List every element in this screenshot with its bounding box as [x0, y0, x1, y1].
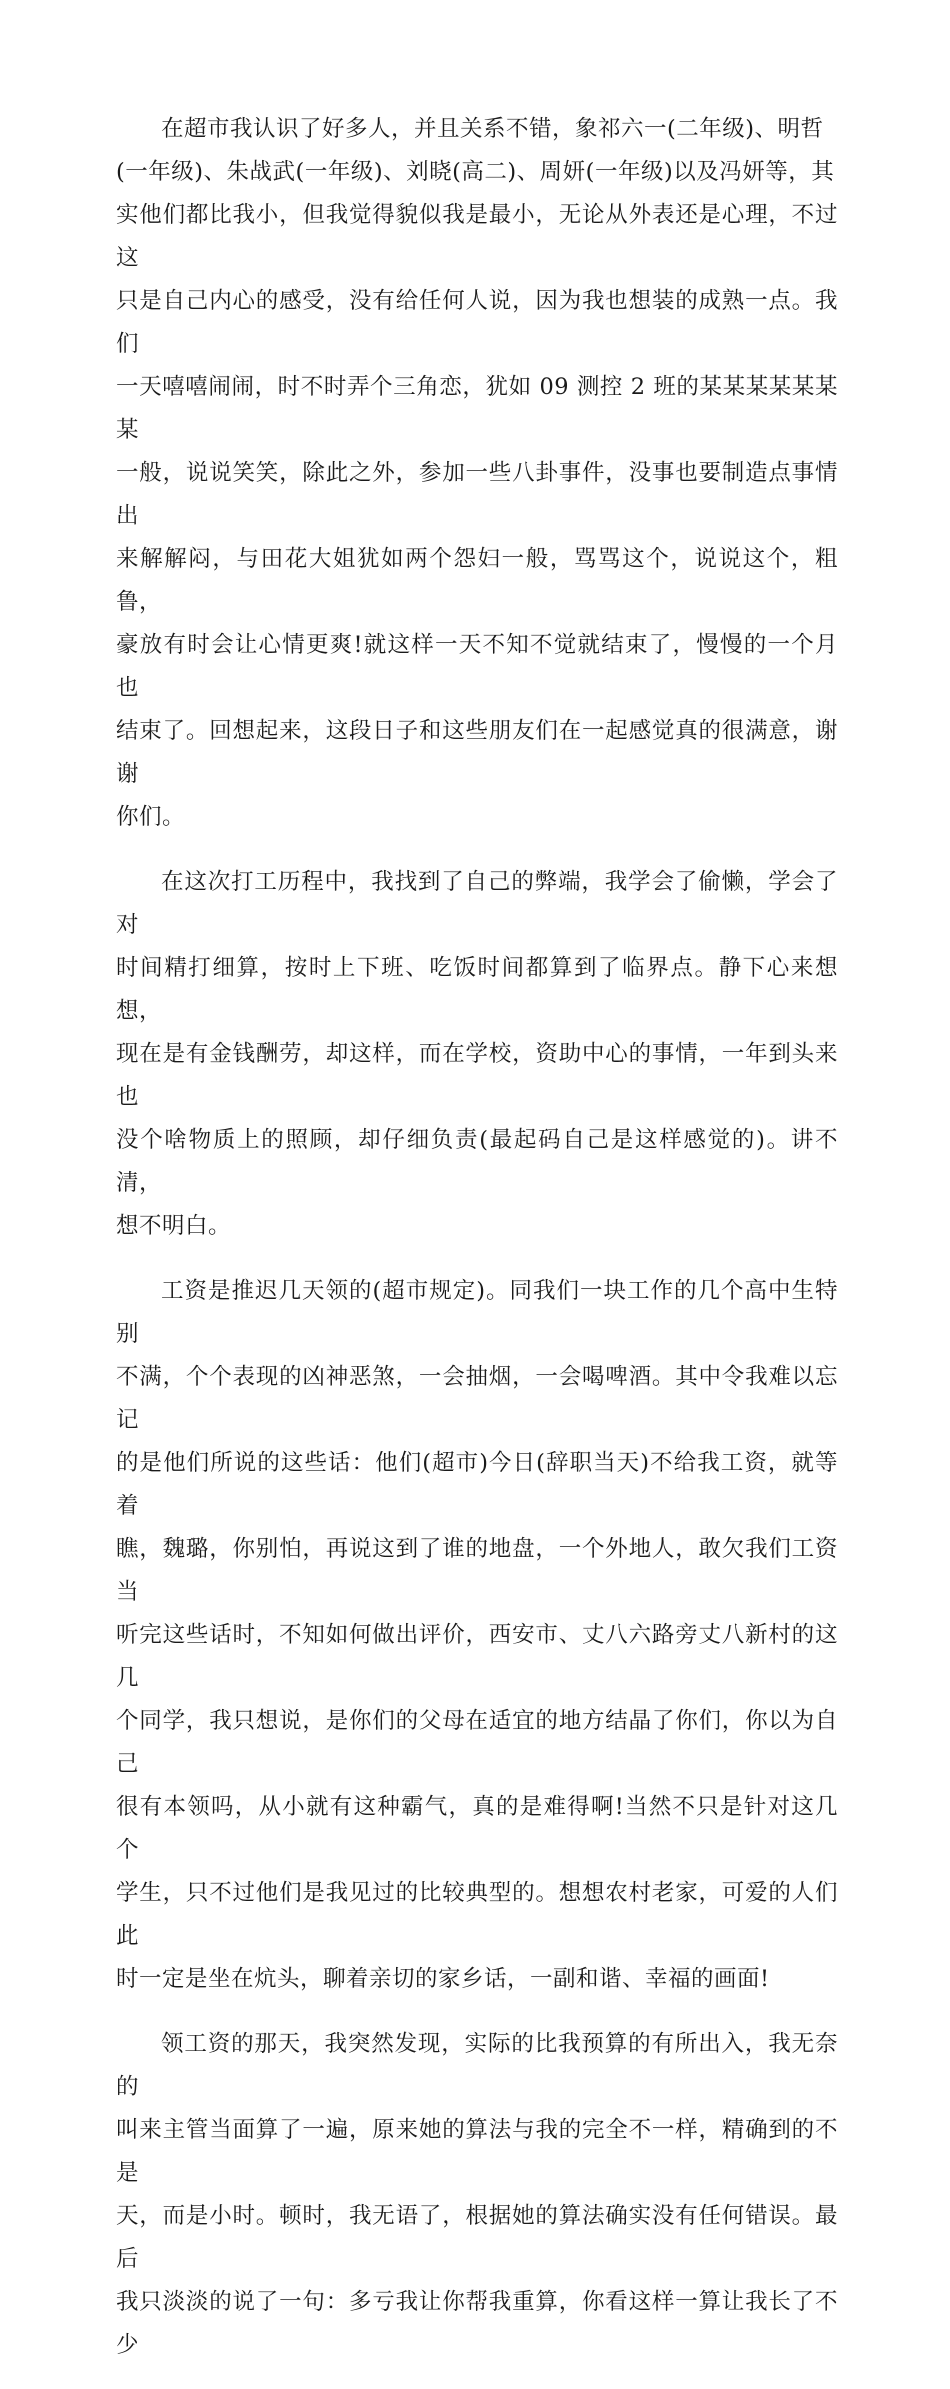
paragraph-3: 工资是推迟几天领的(超市规定)。同我们一块工作的几个高中生特别 不满，个个表现的凶神恶煞，一会抽烟，一会喝啤酒。其中令我难以忘记 的是他们所说的这些话：他们(超市)今日(辞职当天)不给我工资，就等着 瞧，魏璐，你别怕，再说这到了谁的地盘，一个外地人，敢欠我们工资当 听完这些话时，不知如何做出评价，西安市、丈八六路旁丈八新村的这几 个同学，我只想说，是你们的父母在适宜的地方结晶了你们，你以为自己 很有本领吗，从小就有这种霸气，真的是难得啊!当然不只是针对这几个 学生，只不过他们是我见过的比较典型的。想想农村老家，可爱的人们此 时一定是坐在炕头，聊着亲切的家乡话，一副和谐、幸福的画面! — [116, 1278, 838, 1992]
paragraph-2: 在这次打工历程中，我找到了自己的弊端，我学会了偷懒，学会了对 时间精打细算，按时上下班、吃饭时间都算到了临界点。静下心来想想， 现在是有金钱酬劳，却这样，而在学校，资助中心的事情，一年到头来也 没个啥物质上的照顾，却仔细负责(最起码自己是这样感觉的)。讲不清， 想不明白。 — [116, 869, 838, 1239]
paragraph-4: 领工资的那天，我突然发现，实际的比我预算的有所出入，我无奈的 叫来主管当面算了一遍，原来她的算法与我的完全不一样，精确到的不是 天，而是小时。顿时，我无语了，根据她的算法确实没有任何错误。最后 我只淡淡的说了一句：多亏我让你帮我重算，你看这样一算让我长了不少 — [116, 2031, 838, 2358]
document-page — [116, 108, 838, 2389]
paragraph-1: 在超市我认识了好多人，并且关系不错，象祁六一(二年级)、明哲 (一年级)、朱战武(一年级)、刘晓(高二)、周妍(一年级)以及冯妍等，其 实他们都比我小，但我觉得貌似我是最小，无论从外表还是心理，不过这 只是自己内心的感受，没有给任何人说，因为我也想装的成熟一点。我们 一天嘻嘻闹闹，时不时弄个三角恋，犹如 09 测控 2 班的某某某某某某某 一般，说说笑笑，除此之外，参加一些八卦事件，没事也要制造点事情出 来解解闷，与田花大姐犹如两个怨妇一般，骂骂这个，说说这个，粗鲁， 豪放有时会让心情更爽!就这样一天不知不觉就结束了，慢慢的一个月也 结束了。回想起来，这段日子和这些朋友们在一起感觉真的很满意，谢谢 你们。 — [116, 116, 838, 830]
